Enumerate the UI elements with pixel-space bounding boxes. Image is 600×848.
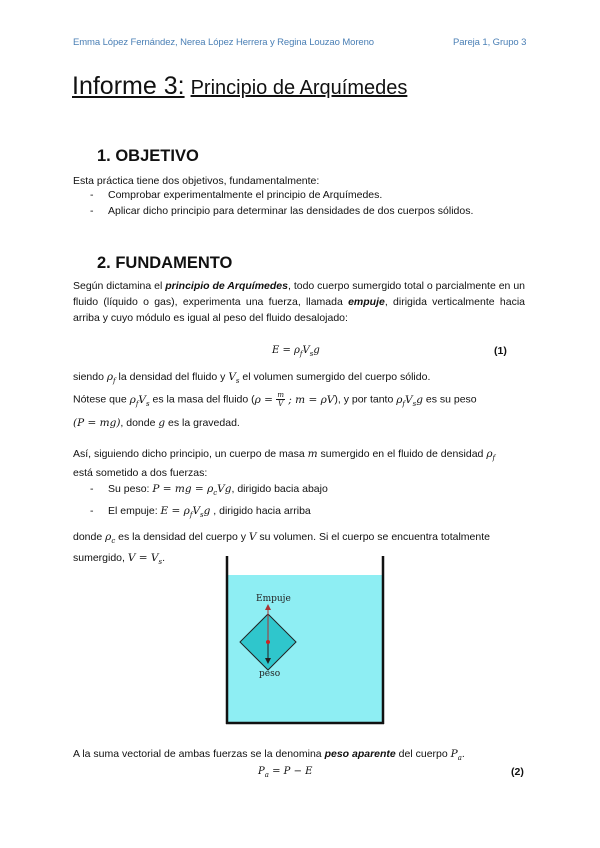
peso-aparente-line: A la suma vectorial de ambas fuerzas se la denomina peso aparente del cuerpo $P_a$. (73, 748, 465, 763)
donde-b: es la densidad del cuerpo y (115, 531, 249, 543)
force-empuje-label: El empuje: (108, 505, 161, 517)
fundamento-paragraph (73, 278, 525, 326)
force-item-peso: - Su peso: P = mg = $\rho_cVg$, dirigido bacia abajo (90, 483, 328, 498)
p1-end: , dirigida verticalmente hacia arriba y cuyo módulo es igual al peso del fluido desalojado: (73, 296, 525, 324)
force-peso-tail: , dirigido bacia abajo (231, 483, 328, 495)
p1-start: Según dictamina el (73, 280, 166, 292)
final-b: del cuerpo (395, 748, 451, 760)
final-a: A la suma vectorial de ambas fuerzas se la denomina (73, 748, 325, 760)
center-point (266, 640, 270, 644)
p1-emph-principio: principio de Arquímedes (165, 280, 288, 292)
siendo-c: el volumen sumergido del cuerpo sólido. (239, 371, 431, 383)
section-objetivo-heading: 1. OBJETIVO (97, 147, 199, 165)
empuje-label: Empuje (256, 594, 291, 604)
header-group: Pareja 1, Grupo 3 (453, 37, 527, 48)
notese-b: es la masa del fluido ( (149, 393, 255, 406)
donde-line: donde $\rho_c$ es la densidad del cuerpo y V su volumen. Si el cuerpo se encuentra totalmente (73, 531, 490, 546)
donde-c: su volumen. Si el cuerpo se encuentra totalmente (256, 531, 490, 543)
p1-emph-empuje: empuje (348, 296, 385, 308)
equation-2-label: (2) (511, 766, 524, 778)
asi-line: Así, siguiendo dicho principio, un cuerpo de masa m sumergido en el fluido de densidad $\rho_f$ (73, 448, 496, 463)
siendo-b: la densidad del fluido y (115, 371, 229, 383)
archimedes-figure (222, 556, 388, 728)
final-emph: peso aparente (324, 748, 396, 760)
objetivo-intro: Esta práctica tiene dos objetivos, fundamentalmente: (73, 175, 320, 187)
header-authors: Emma López Fernández, Nerea López Herrera y Regina Louzao Moreno (73, 37, 374, 48)
objetivo-item-1: - Comprobar experimentalmente el principio de Arquímedes. (90, 189, 383, 201)
notese-c: ), y por tanto (334, 393, 397, 406)
equation-2: $P_a = P - E$ (258, 766, 313, 779)
asi-line-2: está sometido a dos fuerzas: (73, 467, 208, 479)
asi-a: Así, siguiendo dicho principio, un cuerpo de masa (73, 448, 308, 460)
force-empuje-tail: , dirigido hacia arriba (210, 505, 311, 517)
peso-label: peso (259, 669, 281, 679)
force-peso-label: Su peso: (108, 483, 153, 495)
title-subtitle: Principio de Arquímedes (190, 77, 408, 99)
objetivo-item-1-text: Comprobar experimentalmente el principio de Arquímedes. (108, 189, 383, 201)
siendo-a: siendo (73, 371, 107, 383)
donde-a: donde (73, 531, 106, 543)
siendo-line: siendo $\rho_f$ la densidad del fluido y $V_s$ el volumen sumergido del cuerpo sólido. (73, 371, 431, 386)
peso-line: (P = mg), donde g es la gravedad. (73, 417, 240, 429)
section-fundamento-heading: 2. FUNDAMENTO (97, 254, 233, 272)
p1-mid: , todo cuerpo sumergido total o parcialmente en un fluido (líquido o gas), experimenta una fuerza, llamada (73, 280, 526, 308)
notese-d: es su peso (422, 393, 477, 406)
notese-a: Nótese que (73, 393, 130, 406)
objetivo-item-2: - Aplicar dicho principio para determinar las densidades de dos cuerpos sólidos. (90, 205, 474, 217)
equation-1-label: (1) (494, 345, 507, 357)
notese-line: Nótese que $\rho_fV_s$ es la masa del fluido (ρ = $\frac{m}{V}$ ; m = ρV), y por tanto $\rho_fV_sg$ es su peso (73, 391, 477, 408)
peso-a: , donde (120, 417, 159, 429)
title-main: Informe 3: (72, 72, 185, 100)
page-title (72, 72, 407, 101)
asi-b: sumergido en el fluido de densidad (317, 448, 487, 460)
force-item-empuje: - El empuje: $E = \rho_fV_sg$ , dirigido hacia arriba (90, 505, 311, 520)
sumergido-line: sumergido, $V = V_s$. (73, 552, 166, 567)
equation-1: $E = \rho_fV_sg$ (272, 345, 320, 358)
objetivo-item-2-text: Aplicar dicho principio para determinar las densidades de dos cuerpos sólidos. (108, 205, 474, 217)
sumergido-text: sumergido, (73, 552, 128, 564)
peso-b: es la gravedad. (165, 417, 240, 429)
